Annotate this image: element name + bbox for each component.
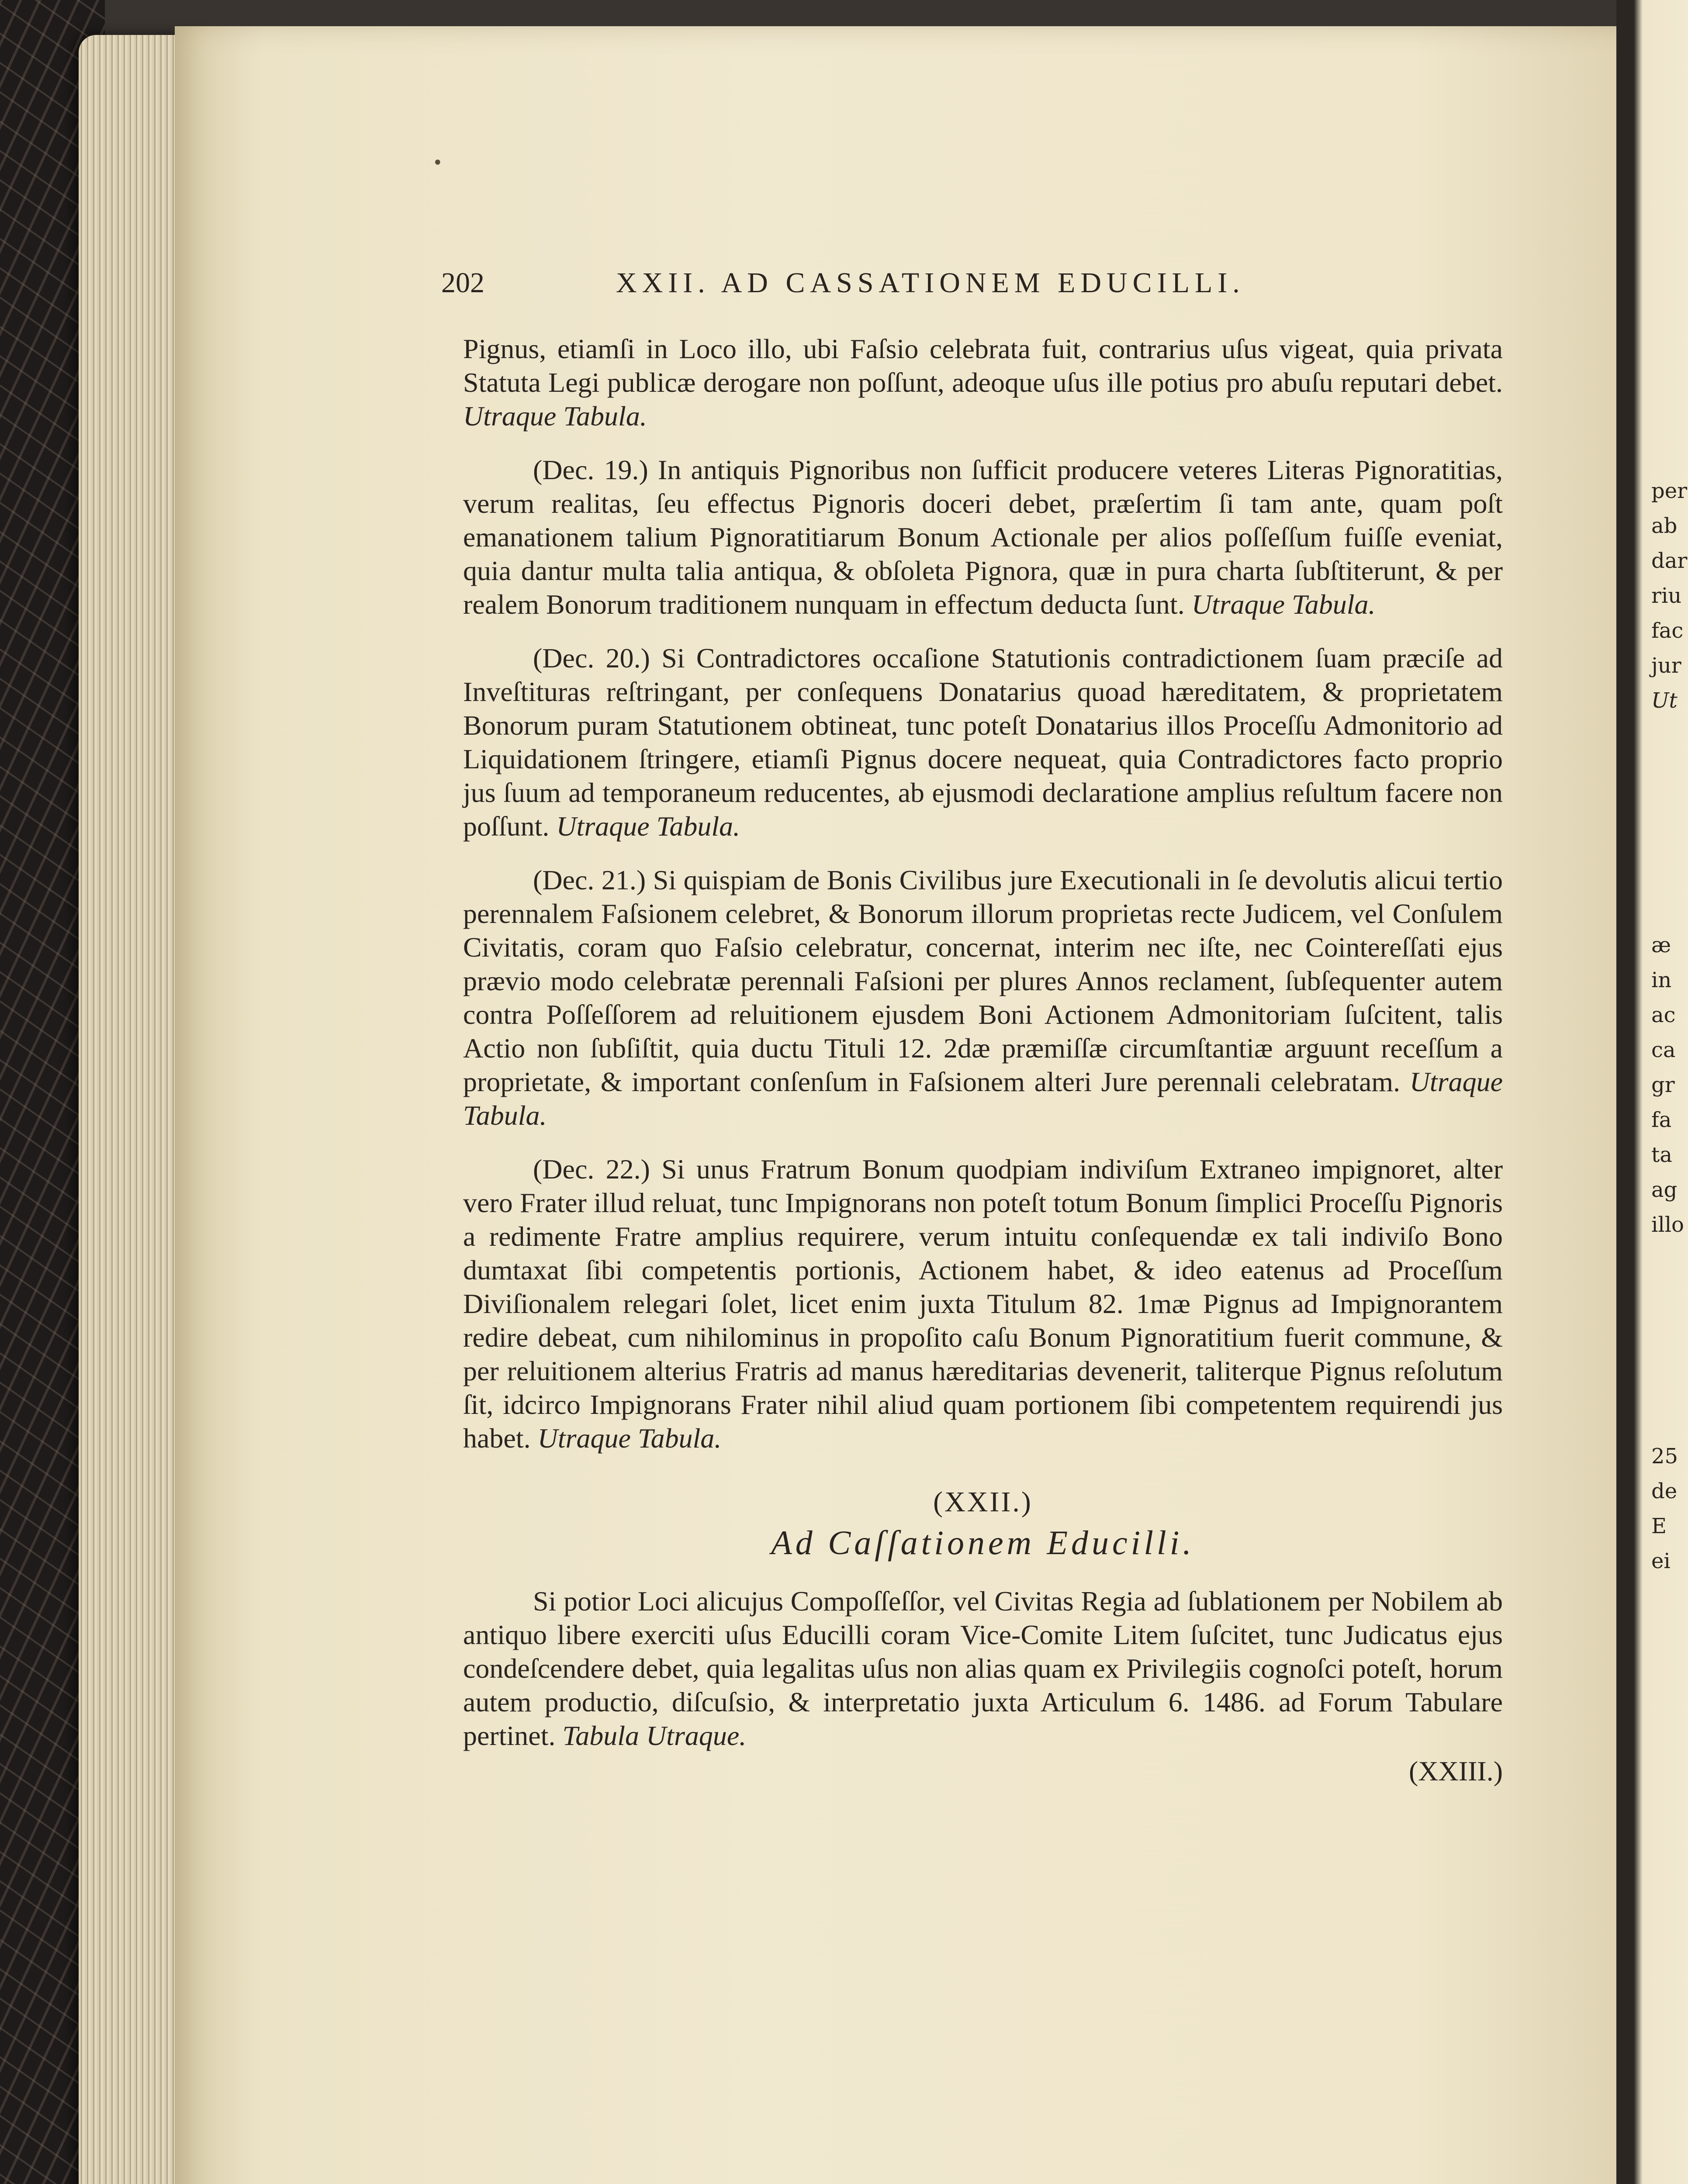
facing-fragment: ac <box>1651 1003 1676 1027</box>
paragraph-text: Si quispiam de Bonis Civilibus jure Executionali in ſe devolutis alicui tertio perennalem Faſsionem celebret, & Bonorum illorum proprietas recte Judicem, vel Conſulem Civitatis, coram quo Faſsio celebratur, concernat, interim nec iſte, nec Cointereſſati ejus prævio modo celebratæ perennali Faſsioni per plures Annos reclament, ſubſequenter autem contra Poſſeſſorem ad reluitionem ejusdem Boni Actionem Admonitoriam ſuſcitent, talis Actio non ſubſiſtit, quia ductu Tituli 12. 2dæ præmiſſæ circumſtantiæ arguunt receſſum a proprietate, & important conſenſum in Faſsionem alteri Jure perennali celebratam. <box>463 864 1503 1097</box>
paragraph-text: In antiquis Pignoribus non ſufficit producere veteres Literas Pignoratitias, verum realitas, ſeu effectus Pignoris doceri debet, præſertim ſi tam ante, quam poſt emanationem talium Pignoratitiarum Bonum Actionale per alios poſſeſſum fuiſſe eveniat, quia dantur multa talia antiqua, & obſoleta Pignora, quæ in pura charta ſubſtiterunt, & per realem Bonorum traditionem nunquam in effectum deducta ſunt. <box>463 454 1503 620</box>
decision-number: (Dec. 19.) <box>533 454 648 485</box>
facing-fragment: gr <box>1651 1073 1675 1097</box>
section-title: Ad Caſſationem Educilli. <box>771 1524 1195 1562</box>
paragraph <box>463 863 1503 1132</box>
paragraph <box>463 1584 1503 1752</box>
facing-fragment: Ut <box>1651 688 1678 713</box>
paragraph <box>463 641 1503 843</box>
facing-fragment: de <box>1651 1479 1678 1503</box>
tabula-reference: Utraque Tabula. <box>537 1423 722 1454</box>
facing-fragment: dar <box>1651 549 1688 573</box>
paragraph-text: Pignus, etiamſi in Loco illo, ubi Faſsio celebrata fuit, contrarius uſus vigeat, quia privata Statuta Legi publicæ derogare non poſſunt, adeoque uſus ille potius pro abuſu reputari debet. <box>463 333 1503 398</box>
facing-fragment: ei <box>1651 1549 1671 1573</box>
page-mark: • <box>432 153 443 173</box>
facing-fragment: ta <box>1651 1143 1672 1167</box>
facing-fragment: ca <box>1651 1038 1676 1062</box>
facing-fragment: E <box>1651 1514 1667 1538</box>
tabula-reference: Utraque Tabula. <box>556 811 740 842</box>
paragraph <box>463 453 1503 621</box>
paragraph-text: Si unus Fratrum Bonum quodpiam indiviſum Extraneo impignoret, alter vero Frater illud reluat, tunc Impignorans non poteſt totum Bonum ſimplici Proceſſu Pignoris a redimente Fratre amplius requirere, verum intuitu conſequendæ ex tali indiviſo Bono dumtaxat ſibi competentis portionis, Actionem habet, & ideo eatenus ad Proceſſum Diviſionalem relegari ſolet, licet enim juxta Titulum 82. 1mæ Pignus ad Impignorantem redire debeat, cum nihilominus in propoſito caſu Bonum Pignoratitium fuerit commune, & per reluitionem alterius Fratris ad manus hæreditarias devenerit, taliterque Pignus reſolutum ſit, idcirco Impignorans Frater nihil aliud quam portionem ſibi competentem requirendi jus habet. <box>463 1154 1503 1454</box>
facing-page <box>1616 0 1688 2184</box>
page-number: 202 <box>441 267 484 299</box>
tabula-reference: Utraque Tabula. <box>463 1066 1503 1131</box>
tabula-reference: Utraque Tabula. <box>1191 589 1376 620</box>
paragraph <box>463 1152 1503 1455</box>
facing-fragment: fac <box>1651 619 1684 643</box>
paragraph-text: Si Contradictores occaſione Statutionis contradictionem ſuam præciſe ad Inveſtituras reſtringant, per conſequens Donatarius quoad hæreditatem, & proprietatem Bonorum puram Statutionem obtineat, tunc poteſt Donatarius illos Proceſſu Admonitorio ad Liquidationem ſtringere, etiamſi Pignus docere nequeat, quia Contradictores facto proprio jus ſuum ad temporaneum reducentes, ab ejusmodi declaratione amplius reſultum facere non poſſunt. <box>463 643 1503 842</box>
paragraph-text: Si potior Loci alicujus Compoſſeſſor, vel Civitas Regia ad ſublationem per Nobilem ab antiquo libere exerciti uſus Educilli coram Vice-Comite Litem ſuſcitet, tunc Judicatus ejus condeſcendere debet, quia legalitas uſus non alias quam ex Privilegiis cognoſci poteſt, horum autem productio, diſcuſsio, & interpretatio juxta Articulum 6. 1486. ad Forum Tabulare pertinet. <box>463 1586 1503 1751</box>
decision-number: (Dec. 21.) <box>533 864 646 895</box>
catchword: (XXIII.) <box>1409 1755 1503 1787</box>
facing-fragment: jur <box>1651 653 1681 678</box>
facing-fragment: 25 <box>1651 1444 1678 1469</box>
section-number: (XXII.) <box>933 1486 1033 1518</box>
facing-fragment: illo <box>1651 1213 1684 1237</box>
tabula-reference: Utraque Tabula. <box>463 401 647 432</box>
facing-fragment: ab <box>1651 514 1678 538</box>
decision-number: (Dec. 20.) <box>533 643 650 674</box>
page-body <box>463 332 1503 1787</box>
paragraph <box>463 332 1503 433</box>
running-title: XXII. AD CASSATIONEM EDUCILLI. <box>616 267 1245 299</box>
facing-fragment: æ <box>1651 933 1671 957</box>
tabula-reference: Tabula Utraque. <box>562 1720 747 1751</box>
facing-fragment: riu <box>1651 584 1682 608</box>
facing-fragment: ag <box>1651 1178 1678 1202</box>
decision-number: (Dec. 22.) <box>533 1154 650 1185</box>
facing-fragment: fa <box>1651 1108 1672 1132</box>
facing-fragment: per <box>1651 479 1688 503</box>
facing-fragment: in <box>1651 968 1672 992</box>
running-header <box>441 266 1446 306</box>
